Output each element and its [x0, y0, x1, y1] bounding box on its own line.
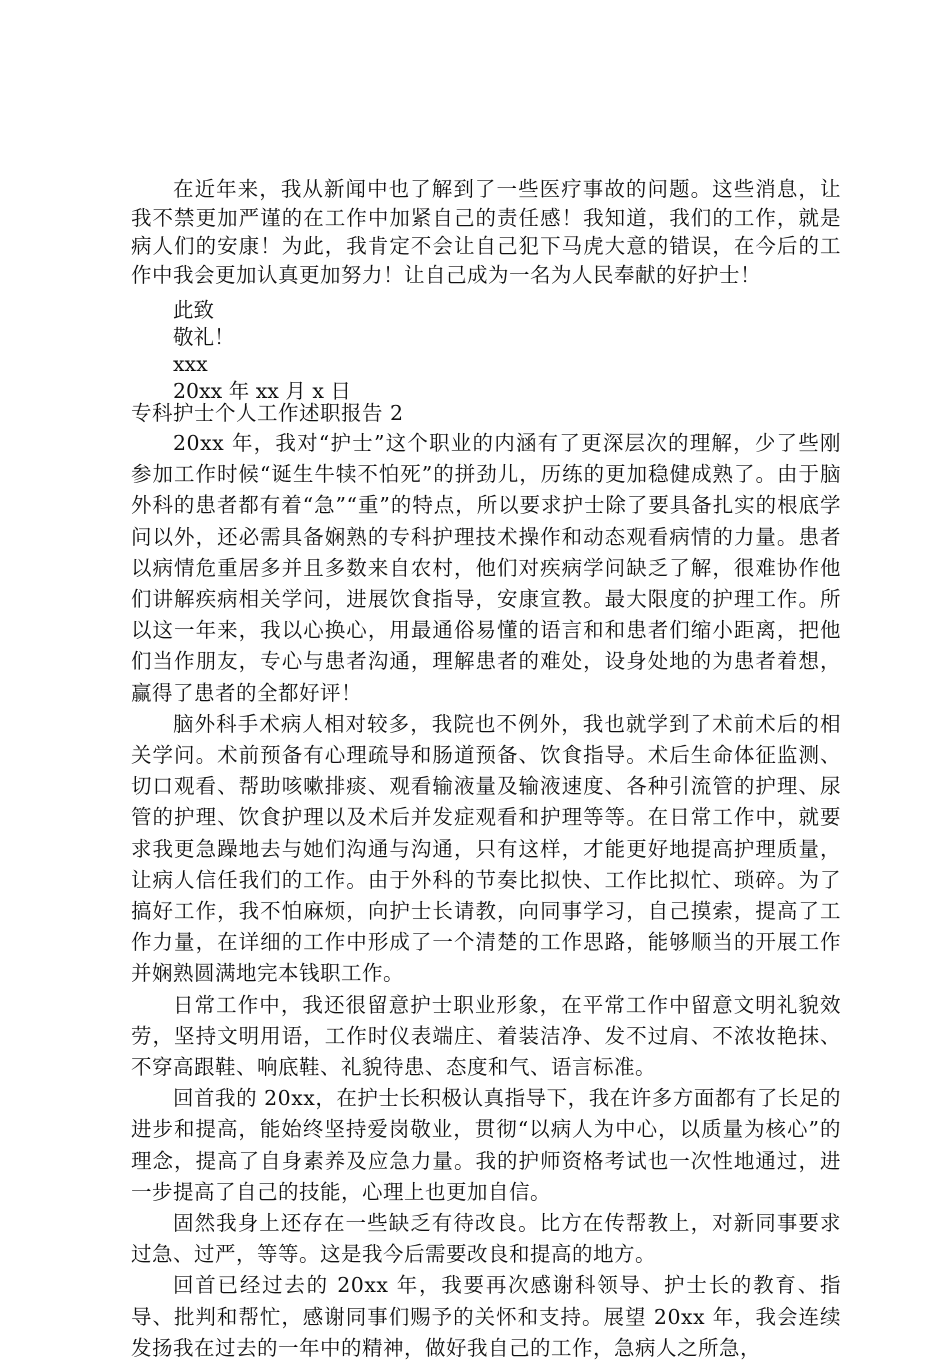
report-paragraph: 回首已经过去的 20xx 年，我要再次感谢科领导、护士长的教育、指导、批判和帮忙，感谢同事们赐予的关怀和支持。展望 20xx 年，我会连续发扬我在过去的一年中的精神，做好我自己的工作，急病人之所急，	[131, 1273, 841, 1360]
closing-signature: xxx	[173, 352, 208, 376]
report-paragraph: 固然我身上还存在一些缺乏有待改良。比方在传帮教上，对新同事要求过急、过严，等等。这是我今后需要改良和提高的地方。	[131, 1211, 841, 1267]
closing-respect: 敬礼！	[173, 325, 235, 349]
report-title: 专科护士个人工作述职报告 2	[131, 401, 404, 425]
report-paragraph: 脑外科手术病人相对较多，我院也不例外，我也就学到了术前术后的相关学问。术前预备有心理疏导和肠道预备、饮食指导。术后生命体征监测、切口观看、帮助咳嗽排痰、观看输液量及输液速度、各种引流管的护理、尿管的护理、饮食护理以及术后并发症观看和护理等等。在日常工作中，就要求我更急躁地去与她们沟通与沟通，只有这样，才能更好地提高护理质量，让病人信任我们的工作。由于外科的节奏比拟快、工作比拟忙、琐碎。为了搞好工作，我不怕麻烦，向护士长请教，向同事学习，自己摸索，提高了工作力量，在详细的工作中形成了一个清楚的工作思路，能够顺当的开展工作并娴熟圆满地完本钱职工作。	[131, 711, 841, 986]
report-paragraph: 日常工作中，我还很留意护士职业形象，在平常工作中留意文明礼貌效劳，坚持文明用语，工作时仪表端庄、着装洁净、发不过肩、不浓妆艳抹、不穿高跟鞋、响底鞋、礼貌待患、态度和气、语言标准。	[131, 992, 841, 1080]
closing-date: 20xx 年 xx 月 x 日	[173, 379, 351, 403]
report-section	[131, 398, 841, 1364]
report-paragraph: 20xx 年，我对“护士”这个职业的内涵有了更深层次的理解，少了些刚参加工作时候“诞生牛犊不怕死”的拼劲儿，历练的更加稳健成熟了。由于脑外科的患者都有着“急”“重”的特点，所以要求护士除了要具备扎实的根底学问以外，还必需具备娴熟的专科护理技术操作和动态观看病情的力量。患者以病情危重居多并且多数来自农村，他们对疾病学问缺乏了解，很难协作他们讲解疾病相关学问，进展饮食指导，安康宣教。最大限度的护理工作。所以这一年来，我以心换心，用最通俗易懂的语言和和患者们缩小距离，把他们当作朋友，专心与患者沟通，理解患者的难处，设身处地的为患者着想，赢得了患者的全都好评！	[131, 431, 841, 705]
report-paragraph: 回首我的 20xx，在护士长积极认真指导下，我在许多方面都有了长足的进步和提高，能始终坚持爱岗敬业，贯彻“以病人为中心，以质量为核心”的理念，提高了自身素养及应急力量。我的护师资格考试也一次性地通过，进一步提高了自己的技能，心理上也更加自信。	[131, 1086, 841, 1204]
letter-closing	[173, 297, 351, 405]
closing-salutation: 此致	[173, 298, 214, 322]
intro-paragraph: 在近年来，我从新闻中也了解到了一些医疗事故的问题。这些消息，让我不禁更加严谨的在工作中加紧自己的责任感！我知道，我们的工作，就是病人们的安康！为此，我肯定不会让自己犯下马虎大意的错误，在今后的工作中我会更加认真更加努力！让自己成为一名为人民奉献的好护士！	[131, 177, 841, 287]
intro-section	[131, 175, 841, 289]
